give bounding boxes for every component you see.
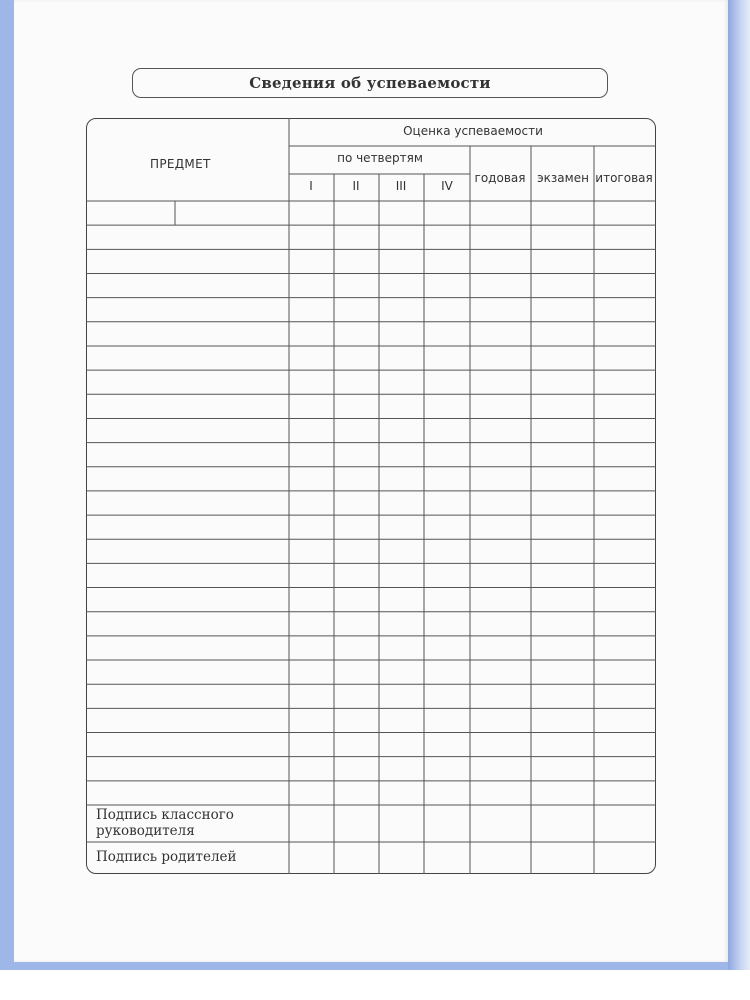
parent-signature-label xyxy=(96,849,237,865)
final-header: итоговая xyxy=(595,171,653,185)
teacher-signature-label xyxy=(96,807,234,839)
grades-header: Оценка успеваемости xyxy=(403,124,543,138)
parent-signature-line1: Подпись родителей xyxy=(96,849,237,865)
quarter-4-header: IV xyxy=(441,179,453,193)
annual-header: годовая xyxy=(474,171,526,185)
teacher-signature-line1: Подпись классного xyxy=(96,807,234,823)
teacher-signature-line2: руководителя xyxy=(96,823,195,839)
quarters-header: по четвертям xyxy=(337,151,423,165)
quarter-2-header: II xyxy=(352,179,360,193)
subject-header: ПРЕДМЕТ xyxy=(150,157,211,171)
exam-header: экзамен xyxy=(537,171,589,185)
quarter-1-header: I xyxy=(309,179,313,193)
page-title: Сведения об успеваемости xyxy=(249,74,491,92)
quarter-3-header: III xyxy=(395,179,407,193)
